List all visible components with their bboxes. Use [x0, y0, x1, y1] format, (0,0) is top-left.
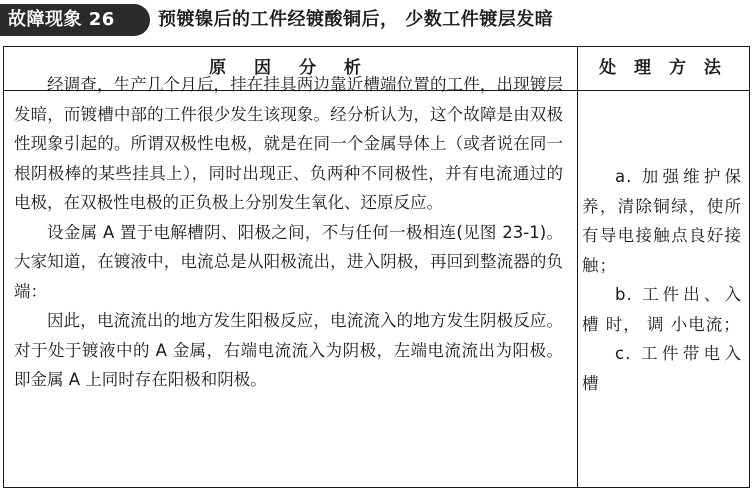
cause-paragraph: 因此，电流流出的地方发生阳极反应，电流流入的地方发生阴极反应。对于处于镀液中的 A 金属，右端电流流入为阴极，左端电流流出为阳极。即金属 A 上同时存在阳极和阴极。 — [14, 311, 563, 389]
method-item: a. 加强维护保养，清除铜绿，使所有导电接触点良好接触； — [582, 167, 742, 275]
treatment-method-cell — [582, 162, 742, 398]
method-item: c. 工件带电入槽 — [582, 344, 742, 393]
fault-header — [0, 0, 754, 40]
cause-analysis-cell — [14, 70, 563, 395]
column-divider — [577, 47, 578, 487]
treatment-method-header: 处 理 方 法 — [599, 58, 727, 78]
method-item: b. 工件出、入 槽 时， 调 小电流； — [582, 285, 742, 334]
fault-number-badge: 故障现象 26 — [0, 4, 150, 36]
cause-analysis-header: 原 因 分 析 — [209, 58, 372, 78]
cause-paragraph: 设金属 A 置于电解槽阴、阳极之间，不与任何一极相连(见图 23-1)。大家知道，在镀液中，电流总是从阳极流出，进入阴极，再回到整流器的负端： — [14, 222, 563, 301]
fault-title: 预镀镍后的工件经镀酸铜后， 少数工件镀层发暗 — [158, 9, 554, 30]
cause-paragraph: 经调查，生产几个月后，挂在挂具两边靠近槽端位置的工件，出现镀层发暗，而镀槽中部的工件很少发生该现象。经分析认为，这个故障是由双极性现象引起的。所谓双极性电极，就是在同一个金属导体上（或者说在同一根阴极棒的某些挂具上），同时出现正、负两种不同极性，并有电流通过的电极，在双极性电极的正负极上分别发生氧化、还原反应。 — [14, 75, 563, 212]
